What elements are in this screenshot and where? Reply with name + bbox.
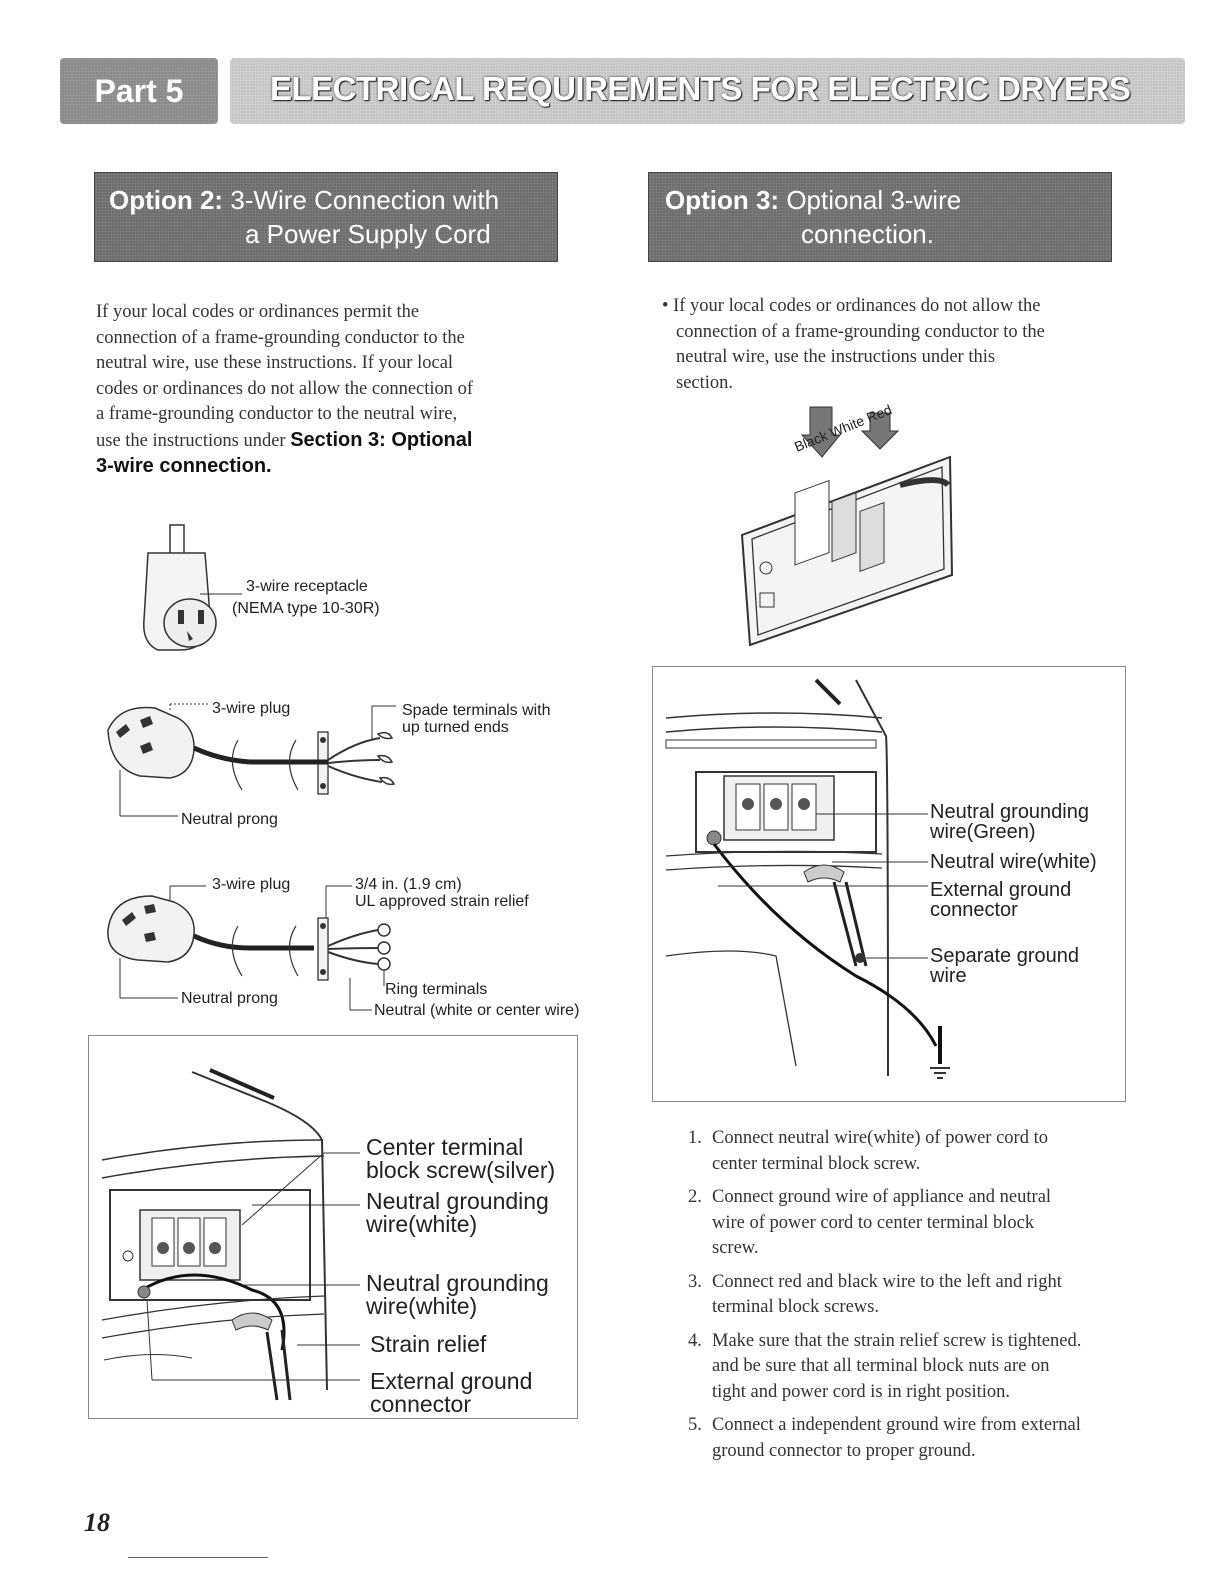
- plug1-label: 3-wire plug: [212, 700, 291, 717]
- step-item: [688, 1126, 1158, 1177]
- label-ext-line1: External ground: [370, 1368, 533, 1394]
- option3-heading-line2: connection.: [801, 219, 934, 249]
- step-number: 3.: [688, 1271, 702, 1292]
- step-text: Connect neutral wire(white) of power cord to: [712, 1128, 1048, 1148]
- plug2-neutral-prong-label: Neutral prong: [181, 990, 278, 1007]
- text-line: use the instructions under: [96, 430, 286, 451]
- option2-heading-line1: 3-Wire Connection with: [230, 185, 500, 215]
- strain-relief-size: 3/4 in. (1.9 cm): [355, 876, 462, 893]
- section-reference: Section 3: Optional: [290, 428, 473, 451]
- spade-terminals-line1: Spade terminals with: [402, 702, 551, 719]
- step-text: tight and power cord is in right position.: [712, 1381, 1011, 1402]
- option2-prefix: Option 2:: [109, 185, 224, 215]
- option2-dryer-drawing: [92, 1060, 362, 1410]
- step-text: Make sure that the strain relief screw is tightened.: [712, 1330, 1082, 1351]
- neutral-wire-label: Neutral (white or center wire): [374, 1002, 580, 1019]
- label-neutral-wire-white: Neutral wire(white): [930, 851, 1097, 873]
- receptacle-label: [246, 578, 368, 595]
- section-banner: [230, 58, 1185, 124]
- wire-color-black: Black: [792, 427, 830, 455]
- label-ngg-line2: wire(Green): [930, 821, 1036, 843]
- text-line: • If your local codes or ordinances do not allow the: [662, 296, 1041, 316]
- spade-terminals-label: [402, 702, 551, 736]
- wire-color-red: Red: [864, 401, 894, 426]
- label-external-ground-3: [930, 880, 1071, 920]
- step-number: 4.: [688, 1330, 702, 1351]
- label-external-ground: [370, 1370, 532, 1416]
- step-item: [688, 1413, 1158, 1464]
- step-text: terminal block screws.: [712, 1297, 879, 1317]
- label-center-terminal-line1: Center terminal: [366, 1134, 524, 1160]
- instruction-steps: [688, 1126, 1158, 1472]
- text-line: connection of a frame-grounding conductor to the: [676, 321, 1045, 342]
- label-ng1-line2: wire(white): [366, 1211, 478, 1237]
- section-reference-cont: 3-wire connection.: [96, 455, 272, 477]
- label-neutral-grounding-2: [366, 1272, 549, 1318]
- label-neutral-grounding-1: [366, 1190, 549, 1236]
- step-number: 1.: [688, 1128, 702, 1148]
- ring-terminals-label: Ring terminals: [385, 981, 488, 998]
- footer-rule: [128, 1557, 268, 1558]
- option2-heading: [94, 172, 558, 262]
- option3-paragraph: [662, 294, 1132, 396]
- step-text: Connect a independent ground wire from external: [712, 1415, 1081, 1435]
- label-sep-line2: wire: [930, 965, 967, 987]
- option2-heading-line2: a Power Supply Cord: [245, 219, 491, 249]
- step-text: ground connector to proper ground.: [712, 1440, 976, 1461]
- wire-color-white: White: [827, 412, 867, 441]
- text-line: a frame-grounding conductor to the neutral wire,: [96, 404, 458, 424]
- text-line: If your local codes or ordinances permit the: [96, 302, 420, 322]
- text-line: neutral wire, use these instructions. If your local: [96, 353, 454, 373]
- terminal-block-illustration: [740, 405, 955, 650]
- strain-relief-spec: UL approved strain relief: [355, 893, 529, 910]
- receptacle-label-line1: 3-wire receptacle: [246, 578, 368, 595]
- label-separate-ground: [930, 946, 1079, 986]
- page-number: 18: [84, 1508, 110, 1537]
- page-title: ELECTRICAL REQUIREMENTS FOR ELECTRIC DRYERS: [270, 70, 1131, 107]
- part-label: Part 5: [94, 72, 184, 109]
- spade-terminals-line2: up turned ends: [402, 719, 509, 736]
- label-ngg-line1: Neutral grounding: [930, 801, 1089, 823]
- step-text: and be sure that all terminal block nuts are on: [712, 1356, 1050, 1376]
- label-neutral-grounding-green: [930, 802, 1089, 842]
- label-ng1-line1: Neutral grounding: [366, 1188, 549, 1214]
- step-text: Connect red and black wire to the left and right: [712, 1271, 1062, 1292]
- plug2-label: 3-wire plug: [212, 876, 291, 893]
- part-badge: [60, 58, 218, 124]
- plug1-neutral-prong-label: Neutral prong: [181, 811, 278, 828]
- step-number: 2.: [688, 1187, 702, 1207]
- text-line: codes or ordinances do not allow the connection of: [96, 378, 474, 399]
- text-line: section.: [676, 372, 734, 393]
- label-center-terminal: [366, 1136, 555, 1182]
- option3-prefix: Option 3:: [665, 185, 780, 215]
- step-text: center terminal block screw.: [712, 1153, 921, 1174]
- step-number: 5.: [688, 1415, 702, 1435]
- label-center-terminal-line2: block screw(silver): [366, 1157, 556, 1183]
- text-line: connection of a frame-grounding conductor to the: [96, 327, 465, 348]
- text-line: neutral wire, use the instructions under this: [676, 347, 996, 367]
- label-strain-relief: Strain relief: [370, 1331, 487, 1357]
- step-text: screw.: [712, 1238, 759, 1258]
- label-ng2-line1: Neutral grounding: [366, 1270, 549, 1296]
- step-item: [688, 1270, 1158, 1321]
- label-sep-line1: Separate ground: [930, 945, 1080, 967]
- step-item: [688, 1329, 1158, 1406]
- label-ext3-line2: connector: [930, 899, 1018, 921]
- receptacle-type-label: (NEMA type 10-30R): [232, 600, 380, 617]
- receptacle-leader: [200, 590, 245, 600]
- option3-heading: [648, 172, 1112, 262]
- step-text: Connect ground wire of appliance and neutral: [712, 1187, 1052, 1207]
- option3-dryer-drawing: [656, 676, 956, 1096]
- strain-relief-spec-label: [355, 876, 529, 910]
- label-ng2-line2: wire(white): [366, 1293, 478, 1319]
- step-item: [688, 1185, 1158, 1262]
- option3-heading-line1: Optional 3-wire: [786, 185, 962, 215]
- label-ext-line2: connector: [370, 1391, 472, 1417]
- step-text: wire of power cord to center terminal block: [712, 1212, 1035, 1233]
- option2-paragraph: [96, 300, 566, 480]
- label-ext3-line1: External ground: [930, 879, 1072, 901]
